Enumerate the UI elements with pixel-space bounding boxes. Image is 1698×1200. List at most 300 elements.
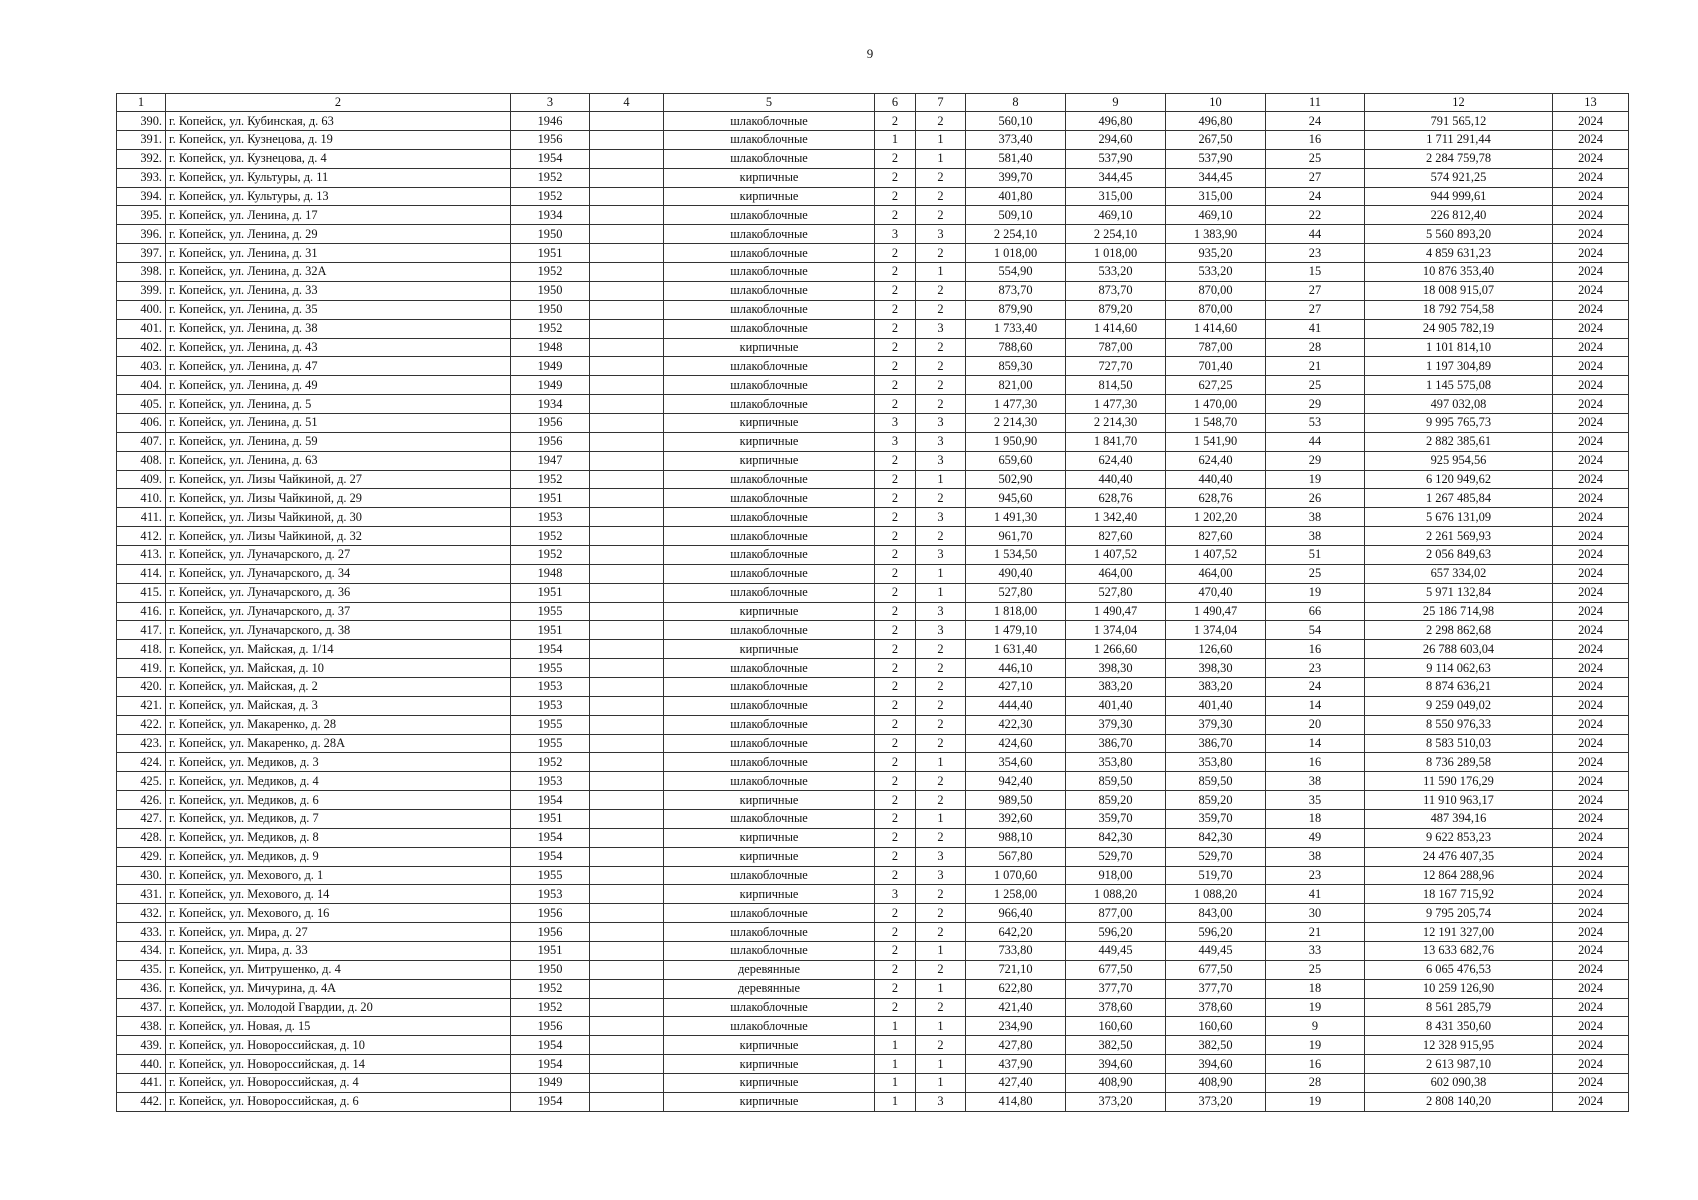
- cell-living-area: 344,45: [1166, 168, 1266, 187]
- cell-planned-year: 2024: [1553, 112, 1629, 131]
- cell-cost: 2 613 987,10: [1365, 1055, 1553, 1074]
- table-row: [117, 545, 1629, 564]
- cell-residential-area: 2 254,10: [1066, 225, 1166, 244]
- cell-year-built: 1948: [511, 564, 590, 583]
- cell-year-built: 1954: [511, 149, 590, 168]
- cell-floors: 2: [875, 489, 916, 508]
- cell-residential-area: 533,20: [1066, 263, 1166, 282]
- table-row: [117, 640, 1629, 659]
- cell-cost: 5 971 132,84: [1365, 583, 1553, 602]
- cell-living-area: 386,70: [1166, 734, 1266, 753]
- cell-wall-material: деревянные: [664, 979, 875, 998]
- cell-total-area: 446,10: [966, 659, 1066, 678]
- cell-entrances: 2: [916, 244, 966, 263]
- cell-wall-material: шлакоблочные: [664, 715, 875, 734]
- cell-residential-area: 1 841,70: [1066, 432, 1166, 451]
- cell-residents: 15: [1266, 263, 1365, 282]
- cell-cost: 24 905 782,19: [1365, 319, 1553, 338]
- cell-entrances: 2: [916, 960, 966, 979]
- cell-cost: 2 284 759,78: [1365, 149, 1553, 168]
- cell-wall-material: шлакоблочные: [664, 376, 875, 395]
- cell-entrances: 2: [916, 357, 966, 376]
- cell-residential-area: 787,00: [1066, 338, 1166, 357]
- cell-residents: 33: [1266, 942, 1365, 961]
- cell-year-built: 1952: [511, 470, 590, 489]
- cell-wall-material: кирпичные: [664, 187, 875, 206]
- cell-floors: 2: [875, 715, 916, 734]
- table-row: [117, 395, 1629, 414]
- cell-cost: 574 921,25: [1365, 168, 1553, 187]
- cell-year-built: 1947: [511, 451, 590, 470]
- cell-address: г. Копейск, ул. Ленина, д. 59: [166, 432, 511, 451]
- cell-col-4: [590, 866, 664, 885]
- cell-year-built: 1954: [511, 847, 590, 866]
- cell-total-area: 414,80: [966, 1092, 1066, 1111]
- cell-cost: 487 394,16: [1365, 809, 1553, 828]
- table-row: [117, 866, 1629, 885]
- cell-entrances: 2: [916, 206, 966, 225]
- cell-floors: 2: [875, 791, 916, 810]
- cell-total-area: 554,90: [966, 263, 1066, 282]
- cell-col-4: [590, 809, 664, 828]
- cell-row-number: 411.: [117, 508, 166, 527]
- cell-planned-year: 2024: [1553, 451, 1629, 470]
- cell-living-area: 596,20: [1166, 923, 1266, 942]
- cell-cost: 1 267 485,84: [1365, 489, 1553, 508]
- cell-wall-material: шлакоблочные: [664, 527, 875, 546]
- cell-total-area: 622,80: [966, 979, 1066, 998]
- cell-entrances: 2: [916, 885, 966, 904]
- cell-address: г. Копейск, ул. Новая, д. 15: [166, 1017, 511, 1036]
- cell-total-area: 399,70: [966, 168, 1066, 187]
- cell-address: г. Копейск, ул. Новороссийская, д. 10: [166, 1036, 511, 1055]
- table-row: [117, 432, 1629, 451]
- cell-residential-area: 294,60: [1066, 131, 1166, 150]
- cell-wall-material: шлакоблочные: [664, 281, 875, 300]
- cell-year-built: 1948: [511, 338, 590, 357]
- table-row: [117, 734, 1629, 753]
- cell-row-number: 406.: [117, 413, 166, 432]
- cell-floors: 1: [875, 131, 916, 150]
- cell-floors: 2: [875, 772, 916, 791]
- cell-cost: 791 565,12: [1365, 112, 1553, 131]
- cell-col-4: [590, 979, 664, 998]
- cell-total-area: 788,60: [966, 338, 1066, 357]
- cell-entrances: 2: [916, 923, 966, 942]
- table-row: [117, 508, 1629, 527]
- cell-address: г. Копейск, ул. Лизы Чайкиной, д. 30: [166, 508, 511, 527]
- cell-residents: 29: [1266, 395, 1365, 414]
- cell-residents: 49: [1266, 828, 1365, 847]
- table-row: [117, 998, 1629, 1017]
- cell-living-area: 470,40: [1166, 583, 1266, 602]
- cell-col-4: [590, 395, 664, 414]
- cell-residential-area: 315,00: [1066, 187, 1166, 206]
- cell-planned-year: 2024: [1553, 527, 1629, 546]
- cell-total-area: 2 254,10: [966, 225, 1066, 244]
- cell-wall-material: шлакоблочные: [664, 866, 875, 885]
- cell-total-area: 1 258,00: [966, 885, 1066, 904]
- table-row: [117, 885, 1629, 904]
- cell-row-number: 437.: [117, 998, 166, 1017]
- cell-col-4: [590, 281, 664, 300]
- cell-row-number: 397.: [117, 244, 166, 263]
- cell-address: г. Копейск, ул. Ленина, д. 31: [166, 244, 511, 263]
- cell-floors: 2: [875, 640, 916, 659]
- cell-floors: 2: [875, 734, 916, 753]
- cell-living-area: 373,20: [1166, 1092, 1266, 1111]
- cell-col-4: [590, 564, 664, 583]
- cell-col-4: [590, 696, 664, 715]
- cell-total-area: 421,40: [966, 998, 1066, 1017]
- table-row: [117, 131, 1629, 150]
- cell-wall-material: кирпичные: [664, 413, 875, 432]
- cell-year-built: 1951: [511, 583, 590, 602]
- cell-address: г. Копейск, ул. Молодой Гвардии, д. 20: [166, 998, 511, 1017]
- cell-year-built: 1934: [511, 395, 590, 414]
- cell-floors: 2: [875, 300, 916, 319]
- cell-row-number: 399.: [117, 281, 166, 300]
- cell-row-number: 435.: [117, 960, 166, 979]
- cell-cost: 26 788 603,04: [1365, 640, 1553, 659]
- table-row: [117, 677, 1629, 696]
- cell-year-built: 1951: [511, 809, 590, 828]
- cell-entrances: 2: [916, 772, 966, 791]
- cell-planned-year: 2024: [1553, 376, 1629, 395]
- cell-year-built: 1955: [511, 659, 590, 678]
- cell-col-4: [590, 828, 664, 847]
- table-row: [117, 1017, 1629, 1036]
- cell-wall-material: шлакоблочные: [664, 923, 875, 942]
- cell-address: г. Копейск, ул. Лизы Чайкиной, д. 29: [166, 489, 511, 508]
- cell-row-number: 390.: [117, 112, 166, 131]
- cell-floors: 1: [875, 1055, 916, 1074]
- cell-floors: 3: [875, 885, 916, 904]
- cell-residential-area: 529,70: [1066, 847, 1166, 866]
- cell-total-area: 401,80: [966, 187, 1066, 206]
- cell-living-area: 628,76: [1166, 489, 1266, 508]
- cell-residential-area: 1 266,60: [1066, 640, 1166, 659]
- cell-row-number: 413.: [117, 545, 166, 564]
- table-row: [117, 1092, 1629, 1111]
- cell-planned-year: 2024: [1553, 828, 1629, 847]
- cell-cost: 9 259 049,02: [1365, 696, 1553, 715]
- cell-entrances: 2: [916, 168, 966, 187]
- cell-planned-year: 2024: [1553, 979, 1629, 998]
- cell-floors: 1: [875, 1036, 916, 1055]
- cell-cost: 24 476 407,35: [1365, 847, 1553, 866]
- cell-col-4: [590, 112, 664, 131]
- cell-residential-area: 879,20: [1066, 300, 1166, 319]
- cell-col-4: [590, 734, 664, 753]
- cell-address: г. Копейск, ул. Луначарского, д. 36: [166, 583, 511, 602]
- cell-residents: 23: [1266, 244, 1365, 263]
- cell-entrances: 3: [916, 1092, 966, 1111]
- cell-living-area: 359,70: [1166, 809, 1266, 828]
- page-number: 9: [866, 46, 874, 61]
- housing-register-table: [116, 93, 1629, 1112]
- cell-planned-year: 2024: [1553, 413, 1629, 432]
- cell-living-area: 398,30: [1166, 659, 1266, 678]
- cell-floors: 2: [875, 376, 916, 395]
- cell-col-4: [590, 904, 664, 923]
- table-row: [117, 847, 1629, 866]
- cell-residents: 21: [1266, 357, 1365, 376]
- cell-cost: 9 795 205,74: [1365, 904, 1553, 923]
- column-header: 4: [590, 94, 664, 112]
- cell-wall-material: кирпичные: [664, 1055, 875, 1074]
- cell-cost: 1 101 814,10: [1365, 338, 1553, 357]
- table-row: [117, 809, 1629, 828]
- cell-planned-year: 2024: [1553, 338, 1629, 357]
- cell-entrances: 3: [916, 413, 966, 432]
- cell-row-number: 410.: [117, 489, 166, 508]
- cell-floors: 2: [875, 338, 916, 357]
- cell-wall-material: шлакоблочные: [664, 696, 875, 715]
- cell-residential-area: 344,45: [1066, 168, 1166, 187]
- cell-col-4: [590, 659, 664, 678]
- cell-col-4: [590, 885, 664, 904]
- table-row: [117, 923, 1629, 942]
- cell-floors: 3: [875, 225, 916, 244]
- cell-wall-material: кирпичные: [664, 451, 875, 470]
- cell-total-area: 642,20: [966, 923, 1066, 942]
- cell-residents: 54: [1266, 621, 1365, 640]
- cell-year-built: 1950: [511, 960, 590, 979]
- cell-living-area: 701,40: [1166, 357, 1266, 376]
- cell-wall-material: шлакоблочные: [664, 772, 875, 791]
- cell-planned-year: 2024: [1553, 357, 1629, 376]
- cell-planned-year: 2024: [1553, 866, 1629, 885]
- cell-planned-year: 2024: [1553, 564, 1629, 583]
- cell-row-number: 391.: [117, 131, 166, 150]
- table-row: [117, 1055, 1629, 1074]
- table-row: [117, 413, 1629, 432]
- cell-col-4: [590, 131, 664, 150]
- table-row: [117, 960, 1629, 979]
- cell-row-number: 426.: [117, 791, 166, 810]
- cell-residential-area: 873,70: [1066, 281, 1166, 300]
- cell-row-number: 425.: [117, 772, 166, 791]
- cell-living-area: 935,20: [1166, 244, 1266, 263]
- cell-entrances: 2: [916, 1036, 966, 1055]
- cell-wall-material: шлакоблочные: [664, 149, 875, 168]
- cell-residents: 14: [1266, 734, 1365, 753]
- cell-col-4: [590, 753, 664, 772]
- cell-total-area: 989,50: [966, 791, 1066, 810]
- cell-planned-year: 2024: [1553, 432, 1629, 451]
- cell-address: г. Копейск, ул. Культуры, д. 11: [166, 168, 511, 187]
- cell-entrances: 2: [916, 659, 966, 678]
- cell-total-area: 1 477,30: [966, 395, 1066, 414]
- cell-year-built: 1952: [511, 263, 590, 282]
- cell-residential-area: 449,45: [1066, 942, 1166, 961]
- cell-total-area: 1 950,90: [966, 432, 1066, 451]
- cell-planned-year: 2024: [1553, 677, 1629, 696]
- cell-residents: 38: [1266, 527, 1365, 546]
- cell-total-area: 427,40: [966, 1074, 1066, 1093]
- cell-row-number: 417.: [117, 621, 166, 640]
- cell-residents: 19: [1266, 1092, 1365, 1111]
- cell-wall-material: шлакоблочные: [664, 809, 875, 828]
- cell-living-area: 677,50: [1166, 960, 1266, 979]
- cell-entrances: 2: [916, 696, 966, 715]
- cell-floors: 2: [875, 112, 916, 131]
- cell-residents: 27: [1266, 300, 1365, 319]
- cell-entrances: 2: [916, 677, 966, 696]
- cell-wall-material: шлакоблочные: [664, 621, 875, 640]
- cell-planned-year: 2024: [1553, 244, 1629, 263]
- cell-cost: 925 954,56: [1365, 451, 1553, 470]
- cell-address: г. Копейск, ул. Луначарского, д. 37: [166, 602, 511, 621]
- cell-wall-material: шлакоблочные: [664, 206, 875, 225]
- cell-living-area: 315,00: [1166, 187, 1266, 206]
- cell-entrances: 1: [916, 564, 966, 583]
- cell-residential-area: 353,80: [1066, 753, 1166, 772]
- cell-col-4: [590, 923, 664, 942]
- cell-residential-area: 596,20: [1066, 923, 1166, 942]
- cell-col-4: [590, 338, 664, 357]
- table-row: [117, 338, 1629, 357]
- cell-floors: 2: [875, 753, 916, 772]
- cell-col-4: [590, 960, 664, 979]
- cell-wall-material: шлакоблочные: [664, 244, 875, 263]
- cell-address: г. Копейск, ул. Мехового, д. 14: [166, 885, 511, 904]
- cell-col-4: [590, 1036, 664, 1055]
- table-row: [117, 187, 1629, 206]
- cell-entrances: 3: [916, 866, 966, 885]
- cell-living-area: 859,20: [1166, 791, 1266, 810]
- cell-planned-year: 2024: [1553, 885, 1629, 904]
- cell-row-number: 439.: [117, 1036, 166, 1055]
- cell-living-area: 1 414,60: [1166, 319, 1266, 338]
- cell-address: г. Копейск, ул. Медиков, д. 3: [166, 753, 511, 772]
- cell-planned-year: 2024: [1553, 545, 1629, 564]
- cell-wall-material: шлакоблочные: [664, 904, 875, 923]
- cell-wall-material: шлакоблочные: [664, 545, 875, 564]
- header-row: [117, 94, 1629, 112]
- cell-floors: 3: [875, 413, 916, 432]
- cell-total-area: 659,60: [966, 451, 1066, 470]
- cell-address: г. Копейск, ул. Макаренко, д. 28: [166, 715, 511, 734]
- cell-entrances: 2: [916, 338, 966, 357]
- cell-year-built: 1955: [511, 734, 590, 753]
- cell-address: г. Копейск, ул. Ленина, д. 47: [166, 357, 511, 376]
- cell-planned-year: 2024: [1553, 1017, 1629, 1036]
- cell-row-number: 400.: [117, 300, 166, 319]
- cell-living-area: 379,30: [1166, 715, 1266, 734]
- column-header: 1: [117, 94, 166, 112]
- cell-entrances: 1: [916, 1055, 966, 1074]
- cell-row-number: 401.: [117, 319, 166, 338]
- cell-row-number: 419.: [117, 659, 166, 678]
- table-row: [117, 583, 1629, 602]
- cell-row-number: 412.: [117, 527, 166, 546]
- cell-wall-material: кирпичные: [664, 602, 875, 621]
- column-header: 10: [1166, 94, 1266, 112]
- cell-address: г. Копейск, ул. Мира, д. 27: [166, 923, 511, 942]
- table-row: [117, 979, 1629, 998]
- cell-col-4: [590, 772, 664, 791]
- column-header: 12: [1365, 94, 1553, 112]
- cell-planned-year: 2024: [1553, 168, 1629, 187]
- cell-residential-area: 378,60: [1066, 998, 1166, 1017]
- cell-col-4: [590, 1017, 664, 1036]
- cell-year-built: 1956: [511, 923, 590, 942]
- cell-wall-material: шлакоблочные: [664, 508, 875, 527]
- cell-residential-area: 1 342,40: [1066, 508, 1166, 527]
- cell-entrances: 2: [916, 395, 966, 414]
- cell-planned-year: 2024: [1553, 696, 1629, 715]
- cell-col-4: [590, 244, 664, 263]
- cell-wall-material: шлакоблочные: [664, 677, 875, 696]
- cell-total-area: 422,30: [966, 715, 1066, 734]
- cell-address: г. Копейск, ул. Ленина, д. 51: [166, 413, 511, 432]
- cell-total-area: 879,90: [966, 300, 1066, 319]
- cell-cost: 497 032,08: [1365, 395, 1553, 414]
- cell-col-4: [590, 413, 664, 432]
- cell-row-number: 416.: [117, 602, 166, 621]
- table-row: [117, 451, 1629, 470]
- cell-residential-area: 1 490,47: [1066, 602, 1166, 621]
- cell-row-number: 422.: [117, 715, 166, 734]
- cell-floors: 1: [875, 1017, 916, 1036]
- cell-wall-material: шлакоблочные: [664, 395, 875, 414]
- cell-wall-material: шлакоблочные: [664, 263, 875, 282]
- cell-entrances: 2: [916, 112, 966, 131]
- cell-residents: 27: [1266, 281, 1365, 300]
- table-row: [117, 564, 1629, 583]
- cell-living-area: 377,70: [1166, 979, 1266, 998]
- cell-cost: 12 191 327,00: [1365, 923, 1553, 942]
- cell-residents: 18: [1266, 809, 1365, 828]
- cell-living-area: 624,40: [1166, 451, 1266, 470]
- cell-year-built: 1950: [511, 281, 590, 300]
- cell-col-4: [590, 376, 664, 395]
- cell-total-area: 427,80: [966, 1036, 1066, 1055]
- cell-wall-material: шлакоблочные: [664, 942, 875, 961]
- cell-row-number: 433.: [117, 923, 166, 942]
- cell-year-built: 1953: [511, 772, 590, 791]
- cell-residents: 38: [1266, 772, 1365, 791]
- cell-living-area: 401,40: [1166, 696, 1266, 715]
- cell-planned-year: 2024: [1553, 1074, 1629, 1093]
- cell-year-built: 1954: [511, 1055, 590, 1074]
- cell-address: г. Копейск, ул. Макаренко, д. 28А: [166, 734, 511, 753]
- cell-cost: 1 711 291,44: [1365, 131, 1553, 150]
- cell-address: г. Копейск, ул. Ленина, д. 29: [166, 225, 511, 244]
- cell-residential-area: 628,76: [1066, 489, 1166, 508]
- cell-cost: 8 561 285,79: [1365, 998, 1553, 1017]
- cell-floors: 2: [875, 545, 916, 564]
- cell-cost: 1 145 575,08: [1365, 376, 1553, 395]
- cell-year-built: 1953: [511, 677, 590, 696]
- cell-col-4: [590, 621, 664, 640]
- cell-address: г. Копейск, ул. Медиков, д. 7: [166, 809, 511, 828]
- table-row: [117, 791, 1629, 810]
- cell-col-4: [590, 715, 664, 734]
- cell-residential-area: 394,60: [1066, 1055, 1166, 1074]
- cell-residential-area: 373,20: [1066, 1092, 1166, 1111]
- cell-residents: 51: [1266, 545, 1365, 564]
- cell-floors: 2: [875, 696, 916, 715]
- cell-entrances: 1: [916, 149, 966, 168]
- cell-floors: 2: [875, 979, 916, 998]
- cell-year-built: 1954: [511, 1092, 590, 1111]
- cell-col-4: [590, 263, 664, 282]
- cell-year-built: 1952: [511, 168, 590, 187]
- cell-living-area: 1 548,70: [1166, 413, 1266, 432]
